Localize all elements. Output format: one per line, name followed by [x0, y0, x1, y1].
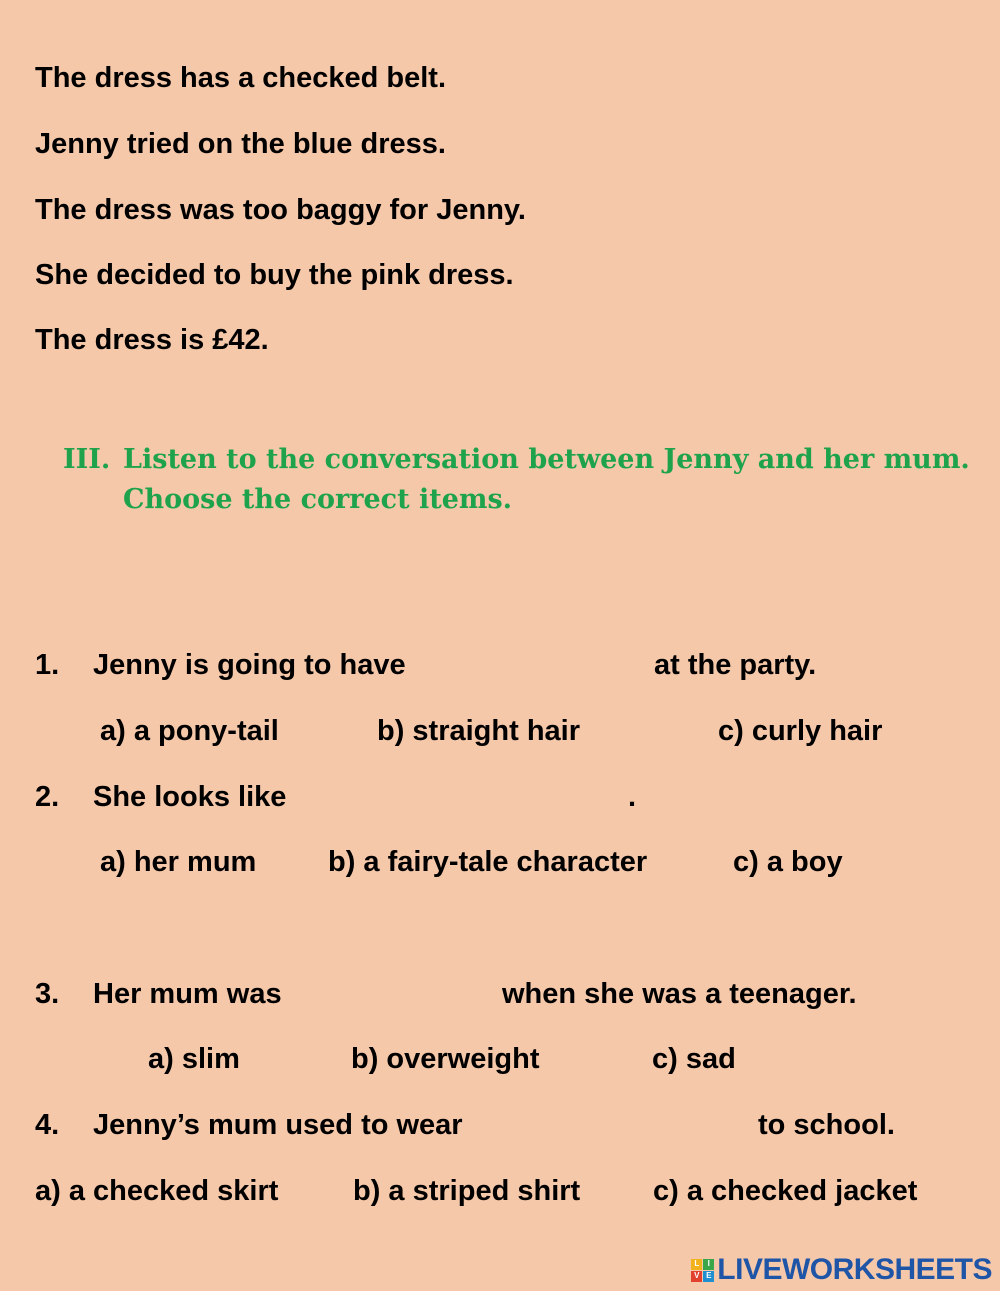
liveworksheets-logo [691, 1252, 992, 1288]
question-2-text-end: . [628, 781, 637, 813]
section-instruction-line1: Listen to the conversation between Jenny and her mum. [123, 444, 970, 475]
question-1-option-c: c) curly hair [718, 715, 883, 747]
question-2-option-b: b) a fairy-tale character [328, 846, 648, 878]
question-2-answer-blank[interactable] [305, 777, 625, 817]
question-3-option-c: c) sad [652, 1043, 736, 1075]
question-1-option-a: a) a pony-tail [100, 715, 279, 747]
question-4-number: 4. [35, 1109, 60, 1141]
question-4-text: Jenny’s mum used to wear [93, 1109, 463, 1141]
question-1-number: 1. [35, 649, 60, 681]
question-4-option-c: c) a checked jacket [653, 1175, 918, 1207]
statement-2: Jenny tried on the blue dress. [35, 128, 446, 160]
question-1-text-end: at the party. [654, 649, 817, 681]
question-4-option-b: b) a striped shirt [353, 1175, 581, 1207]
question-4-answer-blank[interactable] [500, 1105, 750, 1145]
question-3-option-a: a) slim [148, 1043, 240, 1075]
statement-4: She decided to buy the pink dress. [35, 259, 514, 291]
question-3-text-end: when she was a teenager. [502, 978, 857, 1010]
question-2-number: 2. [35, 781, 60, 813]
question-3-number: 3. [35, 978, 60, 1010]
question-2-option-c: c) a boy [733, 846, 843, 878]
question-2-option-a: a) her mum [100, 846, 257, 878]
question-4-text-end: to school. [758, 1109, 895, 1141]
liveworksheets-logo-text: LIVEWORKSHEETS [717, 1253, 992, 1286]
question-3-option-b: b) overweight [351, 1043, 540, 1075]
question-4-option-a: a) a checked skirt [35, 1175, 279, 1207]
section-instruction-line2: Choose the correct items. [123, 484, 513, 515]
statement-5: The dress is £42. [35, 324, 269, 356]
question-1-text: Jenny is going to have [93, 649, 406, 681]
statement-1: The dress has a checked belt. [35, 62, 447, 94]
question-3-text: Her mum was [93, 978, 282, 1010]
logo-mark-letter-3: V [691, 1271, 702, 1282]
question-1-answer-blank[interactable] [425, 645, 650, 685]
logo-mark-letter-1: L [691, 1259, 702, 1270]
logo-mark-letter-4: E [703, 1271, 714, 1282]
section-number: III. [63, 444, 111, 475]
question-2-text: She looks like [93, 781, 287, 813]
question-3-answer-blank[interactable] [306, 974, 496, 1014]
logo-mark-letter-2: I [703, 1259, 714, 1270]
statement-3: The dress was too baggy for Jenny. [35, 194, 526, 226]
question-1-option-b: b) straight hair [377, 715, 581, 747]
liveworksheets-logo-icon [691, 1259, 714, 1282]
